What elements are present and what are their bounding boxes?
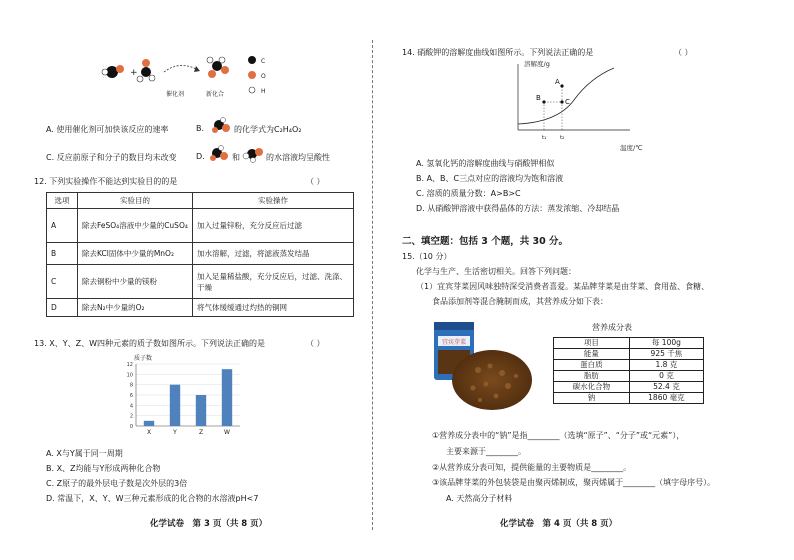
footer-page-4: 化学试卷 第 4 页（共 8 页）: [500, 519, 618, 529]
nutrient-name: 碳水化合物: [554, 382, 630, 393]
col-header-per-100g: 每 100g: [629, 338, 703, 349]
q11-option-b-label: B.: [196, 124, 205, 133]
table-row: [554, 349, 704, 360]
y-tick-label: 12: [126, 362, 133, 368]
q11-molecule-icon-d2: [242, 145, 264, 163]
q14-option-c: C. 溶质的质量分数：A>B>C: [416, 189, 521, 198]
row-operation: 加入过量锌粉，充分反应后过滤: [193, 209, 354, 243]
q15-number: 15.（10 分）: [402, 252, 452, 261]
q15-sub-1: ①营养成分表中的“钠”是指________（选填“原子”、“分子”或“元素”），: [432, 431, 685, 440]
y-tick-label: 2: [129, 413, 133, 420]
point-label: C: [565, 98, 570, 106]
row-goal: 除去N₂中少量的O₂: [78, 299, 193, 317]
col-header-operation: 实验操作: [193, 193, 354, 209]
y-tick-label: 4: [129, 403, 133, 410]
q11-option-b-formula: 的化学式为C₂H₄O₂: [234, 125, 302, 134]
nutrient-value: 52.4 克: [629, 382, 703, 393]
col-header-item: 项目: [554, 338, 630, 349]
row-option: C: [47, 265, 78, 299]
solubility-curve: [518, 68, 614, 124]
col-header-option: 选项: [47, 193, 78, 209]
yibin-yacai-package-image: [428, 318, 534, 414]
q12-stem: 12. 下列实验操作不能达到实验目的的是: [34, 177, 178, 186]
nutrient-name: 能量: [554, 349, 630, 360]
proton-number-bar-chart: [116, 352, 248, 436]
nutrition-table-title: 营养成分表: [592, 323, 632, 332]
point-c: [560, 100, 563, 103]
row-option: B: [47, 243, 78, 265]
q15-part1-line2: 食品添加剂等混合腌制而成，其营养成分如下表：: [432, 297, 608, 306]
q14-option-b: B. A、B、C三点对应的溶液均为饱和溶液: [416, 174, 564, 183]
catalyst-label: 催化剂: [166, 91, 185, 98]
bar-w: [222, 369, 232, 426]
nutrient-name: 脂肪: [554, 371, 630, 382]
legend-o: O: [261, 73, 266, 80]
legend-c: C: [261, 58, 266, 65]
section-2-title: 二、填空题：包括 3 个题，共 30 分。: [402, 236, 569, 247]
nutrient-value: 925 千焦: [629, 349, 703, 360]
q13-option-d: D. 常温下，X、Y、W三种元素形成的化合物的水溶液pH<7: [46, 494, 259, 503]
bar-z: [196, 395, 206, 426]
nutrient-value: 0 克: [629, 371, 703, 382]
table-row: [47, 299, 354, 317]
row-operation: 加水溶解，过滤，将滤液蒸发结晶: [193, 243, 354, 265]
q15-sub-3-option-a: A. 天然高分子材料: [446, 494, 513, 503]
atom-legend: [248, 56, 266, 95]
point-b: [542, 100, 545, 103]
q15-sub-1b: 主要来源于________。: [446, 447, 526, 456]
bar-y: [170, 385, 180, 426]
y-tick-label: 6: [129, 393, 133, 399]
table-header-row: [47, 193, 354, 209]
q14-option-a: A. 氢氧化钙的溶解度曲线与硝酸钾相似: [416, 159, 555, 168]
q13-option-a: A. X与Y属于同一周期: [46, 449, 123, 458]
y-tick-label: 0: [129, 424, 133, 430]
product-molecule: [207, 57, 229, 78]
row-option: D: [47, 299, 78, 317]
nutrient-name: 蛋白质: [554, 360, 630, 371]
y-tick-label: 8: [129, 382, 133, 389]
q13-stem: 13. X、Y、Z、W四种元素的质子数如图所示。下列说法正确的是: [34, 339, 266, 348]
point-label: A: [555, 78, 560, 86]
q14-answer-bracket: （ ）: [674, 48, 693, 57]
x-axis-label: 温度/℃: [620, 144, 643, 152]
table-row: [47, 243, 354, 265]
x-tick-label: X: [146, 429, 152, 436]
page-divider: [372, 40, 373, 530]
q11-option-d-and: 和: [232, 153, 240, 162]
x-tick-label: t₂: [560, 135, 565, 141]
q14-option-d: D. 从硝酸钾溶液中获得晶体的方法：蒸发浓缩、冷却结晶: [416, 204, 620, 213]
row-operation: 将气体缓缓通过灼热的铜网: [193, 299, 354, 317]
q11-option-d-text: 的水溶液均呈酸性: [266, 153, 330, 162]
nutrition-table: [553, 337, 704, 404]
package-label: 宜宾芽菜: [441, 339, 467, 346]
product-label: 新化合: [206, 91, 225, 98]
bar-x: [144, 421, 154, 426]
svg-text:+: +: [130, 68, 138, 78]
q13-option-c: C. Z原子的最外层电子数是次外层的3倍: [46, 479, 188, 488]
nutrient-value: 1860 毫克: [629, 393, 703, 404]
nutrient-value: 1.8 克: [629, 360, 703, 371]
table-row: [554, 360, 704, 371]
legend-h: H: [261, 88, 266, 95]
q11-option-d-label: D.: [196, 152, 205, 161]
table-row: [47, 265, 354, 299]
x-tick-label: W: [224, 429, 230, 436]
row-goal: 除去FeSO₄溶液中少量的CuSO₄: [78, 209, 193, 243]
point-label: B: [536, 94, 541, 102]
y-axis-label: 溶解度/g: [524, 60, 550, 68]
table-row: [47, 209, 354, 243]
row-option: A: [47, 209, 78, 243]
table-row: [554, 382, 704, 393]
table-row: [554, 393, 704, 404]
y-axis-label: 质子数: [134, 355, 153, 362]
q13-option-b: B. X、Z均能与Y形成两种化合物: [46, 464, 161, 473]
nutrient-name: 钠: [554, 393, 630, 404]
row-goal: 除去铜粉中少量的镁粉: [78, 265, 193, 299]
q11-option-a: A. 使用催化剂可加快该反应的速率: [46, 125, 169, 134]
table-header-row: [554, 338, 704, 349]
x-tick-label: Y: [173, 429, 177, 436]
footer-page-3: 化学试卷 第 3 页（共 8 页）: [150, 519, 268, 529]
q13-answer-bracket: （ ）: [306, 339, 325, 348]
col-header-goal: 实验目的: [78, 193, 193, 209]
q12-answer-bracket: （ ）: [306, 177, 325, 186]
x-tick-label: t₁: [542, 135, 547, 141]
q15-part1-line1: （1）宜宾芽菜因风味独特深受消费者喜爱。某品牌芽菜是由芽菜、食用盐、食糖、: [416, 282, 710, 291]
molecule-reaction-diagram: [100, 52, 280, 104]
q14-stem: 14. 硝酸钾的溶解度曲线如图所示。下列说法正确的是: [402, 48, 594, 57]
x-tick-label: Z: [198, 429, 204, 436]
point-a: [560, 84, 563, 87]
q11-molecule-icon-d1: [208, 145, 230, 163]
y-tick-label: 10: [126, 372, 133, 379]
q15-sub-2: ②从营养成分表可知，提供能量的主要物质是________。: [432, 463, 632, 472]
q12-experiment-table: [46, 192, 354, 317]
reactant-molecule-2: [137, 59, 155, 82]
reactant-molecule-1: [102, 65, 124, 78]
q11-option-c: C. 反应前原子和分子的数目均未改变: [46, 153, 177, 162]
row-operation: 加入足量稀盐酸，充分反应后，过滤、洗涤、干燥: [193, 265, 354, 299]
solubility-curve-chart: [506, 58, 646, 152]
q11-molecule-icon-b: [210, 117, 232, 135]
q15-sub-3: ③该品牌芽菜的外包装袋是由聚丙烯制成，聚丙烯属于________（填字母序号）。: [432, 478, 716, 487]
q15-intro: 化学与生产、生活密切相关。回答下列问题：: [416, 267, 576, 276]
reaction-arrow: [164, 65, 198, 72]
table-row: [554, 371, 704, 382]
row-goal: 除去KCl固体中少量的MnO₂: [78, 243, 193, 265]
